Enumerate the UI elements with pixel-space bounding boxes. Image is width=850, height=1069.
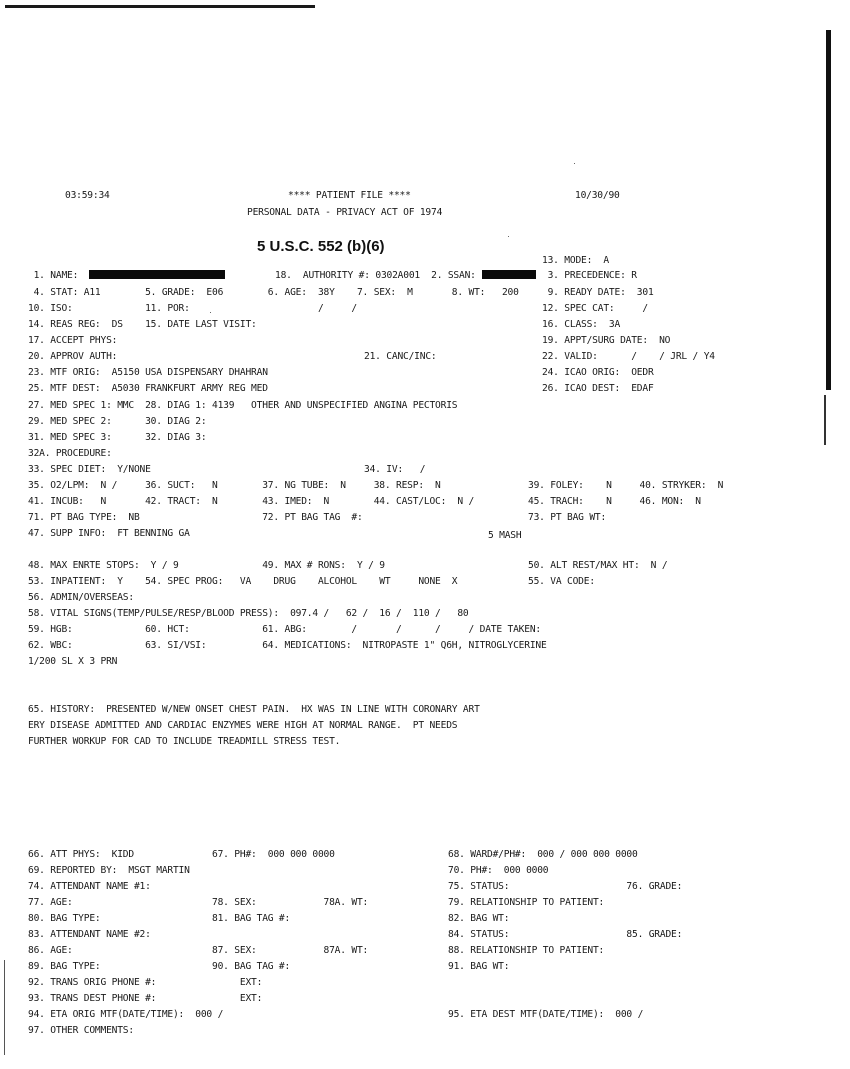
field-ward-ph: 68. WARD#/PH#: 000 / 000 000 0000: [448, 849, 638, 860]
field-history-cont-1: ERY DISEASE ADMITTED AND CARDIAC ENZYMES WERE HIGH AT NORMAL RANGE. PT NEEDS: [28, 720, 458, 731]
document-title: **** PATIENT FILE ****: [288, 190, 411, 201]
left-scan-edge: [4, 960, 5, 1055]
field-canc-inc: 21. CANC/INC:: [364, 351, 437, 362]
field-med-spec-3: 31. MED SPEC 3: 32. DIAG 3:: [28, 432, 207, 443]
field-ph: 70. PH#: 000 0000: [448, 865, 549, 876]
field-medications-cont: 1/200 SL X 3 PRN: [28, 656, 118, 667]
field-incub-tract-imed-cast: 41. INCUB: N 42. TRACT: N 43. IMED: N 44. CAST/LOC: N /: [28, 496, 475, 507]
field-stat-grade-age-sex-wt: 4. STAT: A11 5. GRADE: E06 6. AGE: 38Y 7. SEX: M 8. WT: 200: [28, 287, 519, 298]
field-icao-orig: 24. ICAO ORIG: OEDR: [542, 367, 654, 378]
right-scan-edge-mark: [824, 395, 826, 445]
field-valid: 22. VALID: / / JRL / Y4: [542, 351, 715, 362]
field-trach-mon: 45. TRACH: N 46. MON: N: [528, 496, 701, 507]
field-history: 65. HISTORY: PRESENTED W/NEW ONSET CHEST PAIN. HX WAS IN LINE WITH CORONARY ART: [28, 704, 480, 715]
field-class: 16. CLASS: 3A: [542, 319, 621, 330]
field-icao-dest: 26. ICAO DEST: EDAF: [542, 383, 654, 394]
field-att-phys: 66. ATT PHYS: KIDD 67. PH#: 000 000 0000: [28, 849, 335, 860]
report-time: 03:59:34: [65, 190, 110, 201]
field-name: 1. NAME:: [28, 270, 79, 281]
field-pt-bag-wt: 73. PT BAG WT:: [528, 512, 607, 523]
field-foley-stryker: 39. FOLEY: N 40. STRYKER: N: [528, 480, 724, 491]
field-spec-cat: 12. SPEC CAT: /: [542, 303, 648, 314]
field-iso-por: 10. ISO: 11. POR: / /: [28, 303, 357, 314]
field-mtf-orig: 23. MTF ORIG: A5150 USA DISPENSARY DHAHRAN: [28, 367, 268, 378]
field-history-cont-2: FURTHER WORKUP FOR CAD TO INCLUDE TREADMILL STRESS TEST.: [28, 736, 341, 747]
field-trans-dest-phone: 93. TRANS DEST PHONE #: EXT:: [28, 993, 263, 1004]
field-attendant-2-relationship: 88. RELATIONSHIP TO PATIENT:: [448, 945, 605, 956]
field-approv-auth: 20. APPROV AUTH:: [28, 351, 118, 362]
field-supp-info-unit: 5 MASH: [488, 530, 522, 541]
top-scan-rule: [5, 5, 315, 8]
field-iv: 34. IV: /: [364, 464, 426, 475]
field-attendant-1-relationship: 79. RELATIONSHIP TO PATIENT:: [448, 897, 605, 908]
field-attendant-1-status: 75. STATUS: 76. GRADE:: [448, 881, 683, 892]
field-va-code: 55. VA CODE:: [528, 576, 595, 587]
field-ready-date: 9. READY DATE: 301: [542, 287, 654, 298]
field-max-stops-rons: 48. MAX ENRTE STOPS: Y / 9 49. MAX # RONS: Y / 9: [28, 560, 385, 571]
field-appt-surg-date: 19. APPT/SURG DATE: NO: [542, 335, 671, 346]
field-attendant-1-bag: 80. BAG TYPE: 81. BAG TAG #:: [28, 913, 291, 924]
right-scan-edge: [826, 30, 831, 390]
field-pt-bag: 71. PT BAG TYPE: NB 72. PT BAG TAG #:: [28, 512, 363, 523]
scan-speck: [508, 236, 509, 237]
field-attendant-2: 83. ATTENDANT NAME #2:: [28, 929, 151, 940]
document-subtitle: PERSONAL DATA - PRIVACY ACT OF 1974: [247, 207, 443, 218]
field-medications: 62. WBC: 63. SI/VSI: 64. MEDICATIONS: NITROPASTE 1" Q6H, NITROGLYCERINE: [28, 640, 547, 651]
field-med-spec-1: 27. MED SPEC 1: MMC 28. DIAG 1: 4139 OTHER AND UNSPECIFIED ANGINA PECTORIS: [28, 400, 458, 411]
report-date: 10/30/90: [575, 190, 620, 201]
field-med-spec-2: 29. MED SPEC 2: 30. DIAG 2:: [28, 416, 207, 427]
field-trans-orig-phone: 92. TRANS ORIG PHONE #: EXT:: [28, 977, 263, 988]
field-alt-rest: 50. ALT REST/MAX HT: N /: [528, 560, 668, 571]
field-mode: 13. MODE: A: [542, 255, 609, 266]
field-admin-overseas: 56. ADMIN/OVERSEAS:: [28, 592, 134, 603]
foia-exemption-stamp: 5 U.S.C. 552 (b)(6): [257, 238, 385, 255]
field-precedence: 3. PRECEDENCE: R: [542, 270, 637, 281]
field-procedure: 32A. PROCEDURE:: [28, 448, 112, 459]
field-mtf-dest: 25. MTF DEST: A5030 FRANKFURT ARMY REG MED: [28, 383, 268, 394]
field-authority-ssan: 18. AUTHORITY #: 0302A001 2. SSAN:: [275, 270, 476, 281]
field-attendant-2-bag: 89. BAG TYPE: 90. BAG TAG #:: [28, 961, 291, 972]
field-eta-orig: 94. ETA ORIG MTF(DATE/TIME): 000 /: [28, 1009, 224, 1020]
field-labs: 59. HGB: 60. HCT: 61. ABG: / / / / DATE TAKEN:: [28, 624, 541, 635]
field-o2-suct-ng-resp: 35. O2/LPM: N / 36. SUCT: N 37. NG TUBE: N 38. RESP: N: [28, 480, 441, 491]
field-reas-reg: 14. REAS REG: DS 15. DATE LAST VISIT:: [28, 319, 257, 330]
redaction-bar: [89, 270, 225, 279]
field-attendant-1-bag-wt: 82. BAG WT:: [448, 913, 510, 924]
field-vital-signs: 58. VITAL SIGNS(TEMP/PULSE/RESP/BLOOD PRESS): 097.4 / 62 / 16 / 110 / 80: [28, 608, 469, 619]
field-inpatient-spec-prog: 53. INPATIENT: Y 54. SPEC PROG: VA DRUG ALCOHOL WT NONE X: [28, 576, 458, 587]
field-other-comments: 97. OTHER COMMENTS:: [28, 1025, 134, 1036]
field-attendant-2-age-sex-wt: 86. AGE: 87. SEX: 87A. WT:: [28, 945, 369, 956]
field-eta-dest: 95. ETA DEST MTF(DATE/TIME): 000 /: [448, 1009, 644, 1020]
field-attendant-2-bag-wt: 91. BAG WT:: [448, 961, 510, 972]
field-attendant-1: 74. ATTENDANT NAME #1:: [28, 881, 151, 892]
field-attendant-1-age-sex-wt: 77. AGE: 78. SEX: 78A. WT:: [28, 897, 369, 908]
redaction-bar: [482, 270, 536, 279]
scan-speck: [574, 163, 575, 164]
field-accept-phys: 17. ACCEPT PHYS:: [28, 335, 118, 346]
field-attendant-2-status: 84. STATUS: 85. GRADE:: [448, 929, 683, 940]
field-reported-by: 69. REPORTED BY: MSGT MARTIN: [28, 865, 190, 876]
field-spec-diet: 33. SPEC DIET: Y/NONE: [28, 464, 151, 475]
field-supp-info: 47. SUPP INFO: FT BENNING GA: [28, 528, 190, 539]
